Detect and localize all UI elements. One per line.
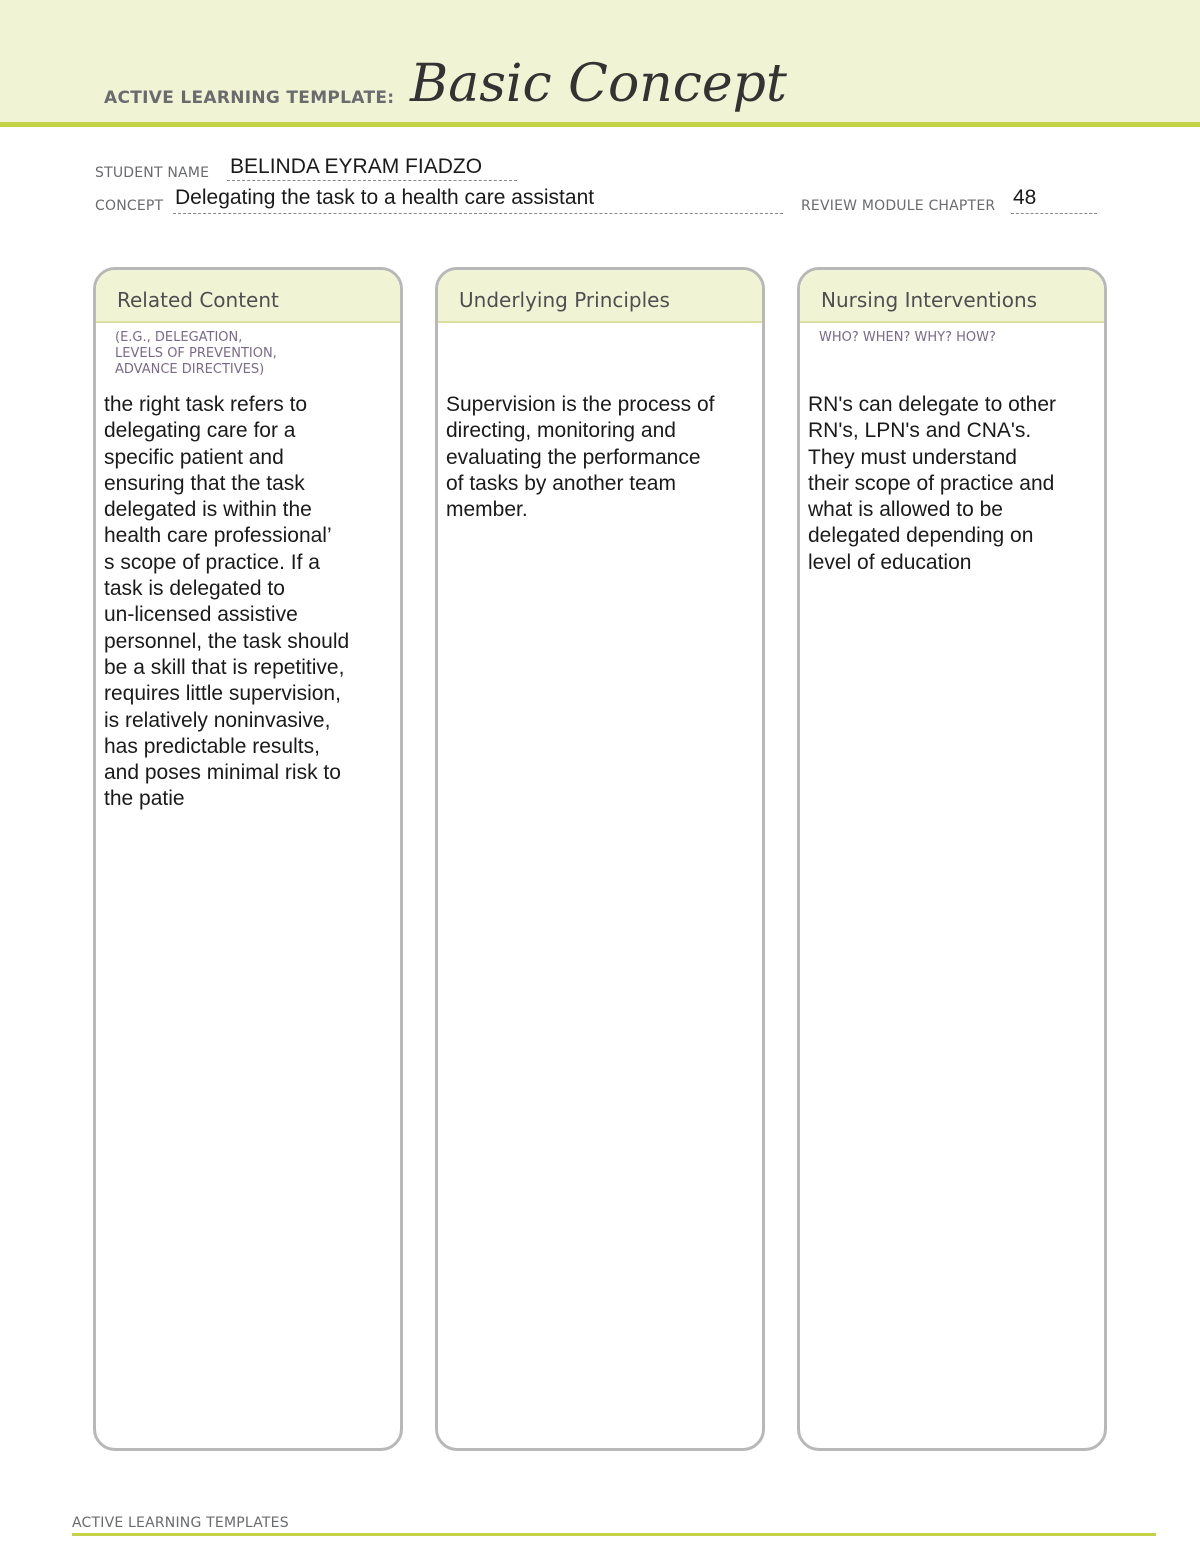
footer-rule: [72, 1533, 1156, 1536]
underlying-principles-title: Underlying Principles: [459, 288, 670, 312]
related-content-header: [96, 270, 400, 323]
nursing-interventions-panel: [797, 267, 1107, 1451]
nursing-interventions-title: Nursing Interventions: [821, 288, 1038, 312]
underlying-principles-text[interactable]: Supervision is the process of directing, monitoring and evaluating the performance of tasks by another team member.: [446, 393, 715, 522]
review-module-field[interactable]: 48: [1013, 186, 1037, 209]
related-content-hint: (E.G., DELEGATION, LEVELS OF PREVENTION, ADVANCE DIRECTIVES): [115, 330, 277, 377]
underlying-principles-header: [438, 270, 762, 323]
concept-field[interactable]: Delegating the task to a health care assistant: [175, 186, 595, 209]
review-module-underline: [1011, 213, 1097, 214]
concept-label: CONCEPT: [95, 198, 164, 214]
underlying-principles-panel: [435, 267, 765, 1451]
nursing-interventions-hint: WHO? WHEN? WHY? HOW?: [819, 330, 996, 345]
related-content-text[interactable]: the right task refers to delegating care for a specific patient and ensuring that the task delegated is within the health care professional’ s scope of practice. If a task is delegated to un-licensed assistive personnel, the task should be a skill that is repetitive, requires little supervision, is relatively noninvasive, has predictable results, and poses minimal risk to the patie: [104, 393, 350, 811]
review-module-label: REVIEW MODULE CHAPTER: [801, 198, 996, 214]
student-name-field[interactable]: BELINDA EYRAM FIADZO: [230, 155, 483, 178]
nursing-interventions-text[interactable]: RN's can delegate to other RN's, LPN's and CNA's. They must understand their scope of practice and what is allowed to be delegated depending on level of education: [808, 393, 1056, 574]
student-name-underline: [227, 180, 517, 181]
nursing-interventions-header: [800, 270, 1104, 323]
header-rule: [0, 122, 1200, 127]
template-title: Basic Concept: [410, 54, 787, 114]
student-name-label: STUDENT NAME: [95, 165, 210, 181]
related-content-panel: [93, 267, 403, 1451]
template-label: ACTIVE LEARNING TEMPLATE:: [104, 88, 395, 108]
related-content-title: Related Content: [117, 288, 279, 312]
concept-underline: [173, 213, 783, 214]
footer-label: ACTIVE LEARNING TEMPLATES: [72, 1515, 289, 1531]
